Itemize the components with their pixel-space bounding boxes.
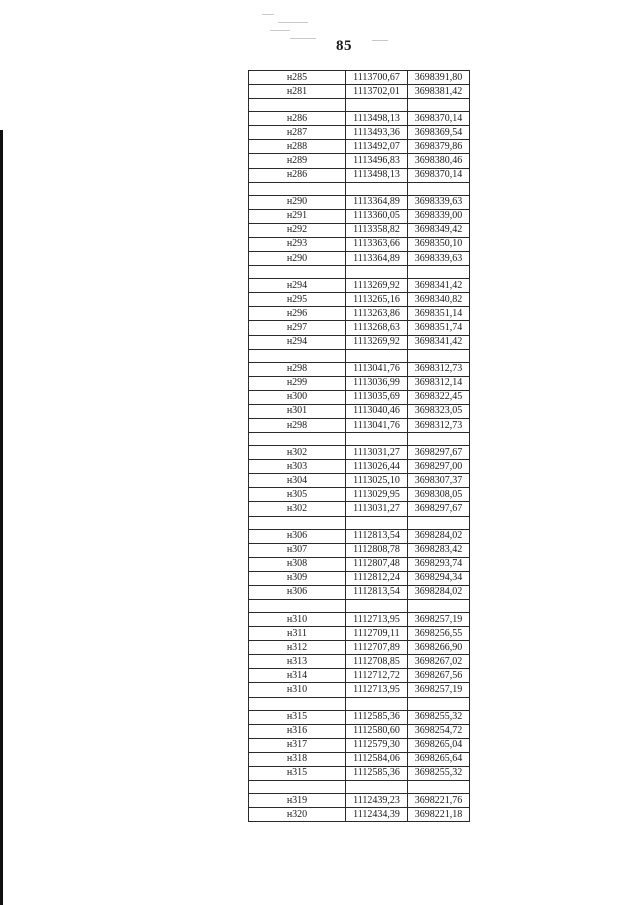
point-id-cell: н303 [249,460,346,474]
point-id-cell: н315 [249,766,346,780]
point-id-cell: н302 [249,446,346,460]
empty-cell [249,182,346,195]
x-coordinate-cell: 1113493,36 [346,126,408,140]
empty-cell [408,349,470,362]
y-coordinate-cell: 3698254,72 [408,724,470,738]
point-id-cell: н313 [249,655,346,669]
y-coordinate-cell: 3698379,86 [408,140,470,154]
empty-cell [346,99,408,112]
x-coordinate-cell: 1113041,76 [346,362,408,376]
point-id-cell: н317 [249,738,346,752]
empty-cell [249,781,346,794]
point-id-cell: н286 [249,168,346,182]
point-id-cell: н307 [249,543,346,557]
point-id-cell: н300 [249,390,346,404]
y-coordinate-cell: 3698370,14 [408,112,470,126]
y-coordinate-cell: 3698312,14 [408,376,470,390]
x-coordinate-cell: 1112584,06 [346,752,408,766]
y-coordinate-cell: 3698221,76 [408,794,470,808]
point-id-cell: н292 [249,223,346,237]
table-row [249,85,470,99]
empty-cell [408,182,470,195]
separator-row [249,781,470,794]
table-row [249,446,470,460]
x-coordinate-cell: 1113360,05 [346,209,408,223]
table-row [249,140,470,154]
table-row [249,752,470,766]
y-coordinate-cell: 3698307,37 [408,474,470,488]
y-coordinate-cell: 3698381,42 [408,85,470,99]
point-id-cell: н306 [249,529,346,543]
empty-cell [249,433,346,446]
table-row [249,641,470,655]
table-row [249,112,470,126]
empty-cell [346,182,408,195]
y-coordinate-cell: 3698351,74 [408,321,470,335]
table-row [249,418,470,432]
x-coordinate-cell: 1112812,24 [346,571,408,585]
point-id-cell: н290 [249,252,346,266]
separator-row [249,349,470,362]
x-coordinate-cell: 1113263,86 [346,307,408,321]
x-coordinate-cell: 1112708,85 [346,655,408,669]
point-id-cell: н281 [249,85,346,99]
x-coordinate-cell: 1113029,95 [346,488,408,502]
x-coordinate-cell: 1113041,76 [346,418,408,432]
y-coordinate-cell: 3698257,19 [408,613,470,627]
point-id-cell: н293 [249,237,346,251]
x-coordinate-cell: 1113498,13 [346,112,408,126]
x-coordinate-cell: 1113702,01 [346,85,408,99]
y-coordinate-cell: 3698323,05 [408,404,470,418]
x-coordinate-cell: 1113269,92 [346,279,408,293]
point-id-cell: н291 [249,209,346,223]
table-row [249,613,470,627]
y-coordinate-cell: 3698255,32 [408,710,470,724]
table-row [249,488,470,502]
table-row [249,529,470,543]
point-id-cell: н285 [249,71,346,85]
separator-row [249,516,470,529]
x-coordinate-cell: 1113036,99 [346,376,408,390]
point-id-cell: н302 [249,502,346,516]
x-coordinate-cell: 1112713,95 [346,683,408,697]
y-coordinate-cell: 3698340,82 [408,293,470,307]
table-row [249,655,470,669]
table-row [249,223,470,237]
x-coordinate-cell: 1112707,89 [346,641,408,655]
table-row [249,376,470,390]
x-coordinate-cell: 1112439,23 [346,794,408,808]
y-coordinate-cell: 3698284,02 [408,529,470,543]
table-row [249,502,470,516]
empty-cell [346,433,408,446]
separator-row [249,266,470,279]
table-row [249,237,470,251]
point-id-cell: н319 [249,794,346,808]
empty-cell [346,349,408,362]
empty-cell [346,516,408,529]
y-coordinate-cell: 3698341,42 [408,335,470,349]
table-row [249,543,470,557]
table-row [249,335,470,349]
table-row [249,195,470,209]
empty-cell [408,99,470,112]
page-number: 85 [336,38,352,54]
empty-cell [249,99,346,112]
table-row [249,794,470,808]
empty-cell [408,433,470,446]
y-coordinate-cell: 3698293,74 [408,557,470,571]
point-id-cell: н301 [249,404,346,418]
y-coordinate-cell: 3698255,32 [408,766,470,780]
y-coordinate-cell: 3698283,42 [408,543,470,557]
point-id-cell: н299 [249,376,346,390]
point-id-cell: н320 [249,808,346,822]
x-coordinate-cell: 1112579,30 [346,738,408,752]
point-id-cell: н296 [249,307,346,321]
empty-cell [408,697,470,710]
x-coordinate-cell: 1112580,60 [346,724,408,738]
y-coordinate-cell: 3698339,00 [408,209,470,223]
table-row [249,585,470,599]
point-id-cell: н305 [249,488,346,502]
y-coordinate-cell: 3698297,67 [408,446,470,460]
empty-cell [408,600,470,613]
scan-noise [262,14,274,15]
table-row [249,252,470,266]
table-row [249,669,470,683]
table-row [249,738,470,752]
point-id-cell: н295 [249,293,346,307]
table-row [249,766,470,780]
y-coordinate-cell: 3698350,10 [408,237,470,251]
y-coordinate-cell: 3698297,67 [408,502,470,516]
table-row [249,390,470,404]
point-id-cell: н310 [249,683,346,697]
table-row [249,724,470,738]
x-coordinate-cell: 1112813,54 [346,585,408,599]
point-id-cell: н314 [249,669,346,683]
separator-row [249,697,470,710]
empty-cell [408,781,470,794]
table-row [249,404,470,418]
x-coordinate-cell: 1113031,27 [346,502,408,516]
coordinates-table-body [249,71,470,822]
point-id-cell: н308 [249,557,346,571]
x-coordinate-cell: 1113265,16 [346,293,408,307]
point-id-cell: н289 [249,154,346,168]
empty-cell [346,697,408,710]
x-coordinate-cell: 1113363,66 [346,237,408,251]
point-id-cell: н309 [249,571,346,585]
empty-cell [249,600,346,613]
x-coordinate-cell: 1113026,44 [346,460,408,474]
x-coordinate-cell: 1112807,48 [346,557,408,571]
point-id-cell: н315 [249,710,346,724]
point-id-cell: н298 [249,362,346,376]
table-row [249,362,470,376]
scan-noise [372,40,388,41]
y-coordinate-cell: 3698391,80 [408,71,470,85]
point-id-cell: н287 [249,126,346,140]
point-id-cell: н304 [249,474,346,488]
y-coordinate-cell: 3698297,00 [408,460,470,474]
point-id-cell: н298 [249,418,346,432]
table-row [249,209,470,223]
point-id-cell: н297 [249,321,346,335]
x-coordinate-cell: 1113364,89 [346,195,408,209]
separator-row [249,182,470,195]
table-row [249,321,470,335]
y-coordinate-cell: 3698267,56 [408,669,470,683]
y-coordinate-cell: 3698339,63 [408,195,470,209]
table-row [249,571,470,585]
y-coordinate-cell: 3698341,42 [408,279,470,293]
table-row [249,71,470,85]
x-coordinate-cell: 1113035,69 [346,390,408,404]
x-coordinate-cell: 1113269,92 [346,335,408,349]
y-coordinate-cell: 3698294,34 [408,571,470,585]
separator-row [249,99,470,112]
y-coordinate-cell: 3698267,02 [408,655,470,669]
table-row [249,154,470,168]
table-row [249,474,470,488]
empty-cell [408,516,470,529]
separator-row [249,600,470,613]
scan-edge-shadow [0,130,3,905]
table-row [249,627,470,641]
y-coordinate-cell: 3698256,55 [408,627,470,641]
y-coordinate-cell: 3698351,14 [408,307,470,321]
point-id-cell: н310 [249,613,346,627]
y-coordinate-cell: 3698284,02 [408,585,470,599]
y-coordinate-cell: 3698266,90 [408,641,470,655]
y-coordinate-cell: 3698312,73 [408,362,470,376]
x-coordinate-cell: 1113040,46 [346,404,408,418]
x-coordinate-cell: 1112713,95 [346,613,408,627]
empty-cell [346,266,408,279]
x-coordinate-cell: 1113025,10 [346,474,408,488]
table-row [249,279,470,293]
x-coordinate-cell: 1113031,27 [346,446,408,460]
y-coordinate-cell: 3698322,45 [408,390,470,404]
table-row [249,710,470,724]
point-id-cell: н286 [249,112,346,126]
separator-row [249,433,470,446]
table-row [249,307,470,321]
table-row [249,808,470,822]
empty-cell [346,781,408,794]
point-id-cell: н318 [249,752,346,766]
x-coordinate-cell: 1112813,54 [346,529,408,543]
y-coordinate-cell: 3698349,42 [408,223,470,237]
x-coordinate-cell: 1113498,13 [346,168,408,182]
point-id-cell: н288 [249,140,346,154]
point-id-cell: н312 [249,641,346,655]
y-coordinate-cell: 3698370,14 [408,168,470,182]
scan-noise [270,30,290,31]
x-coordinate-cell: 1113268,63 [346,321,408,335]
point-id-cell: н311 [249,627,346,641]
x-coordinate-cell: 1112585,36 [346,710,408,724]
empty-cell [408,266,470,279]
table-row [249,683,470,697]
x-coordinate-cell: 1113492,07 [346,140,408,154]
x-coordinate-cell: 1112808,78 [346,543,408,557]
empty-cell [249,349,346,362]
point-id-cell: н294 [249,335,346,349]
y-coordinate-cell: 3698257,19 [408,683,470,697]
point-id-cell: н316 [249,724,346,738]
x-coordinate-cell: 1113700,67 [346,71,408,85]
coordinates-table [248,70,470,822]
y-coordinate-cell: 3698308,05 [408,488,470,502]
y-coordinate-cell: 3698380,46 [408,154,470,168]
x-coordinate-cell: 1112712,72 [346,669,408,683]
point-id-cell: н294 [249,279,346,293]
point-id-cell: н306 [249,585,346,599]
table-row [249,293,470,307]
y-coordinate-cell: 3698265,04 [408,738,470,752]
table-row [249,126,470,140]
x-coordinate-cell: 1112585,36 [346,766,408,780]
empty-cell [249,266,346,279]
y-coordinate-cell: 3698369,54 [408,126,470,140]
empty-cell [249,516,346,529]
x-coordinate-cell: 1112434,39 [346,808,408,822]
table-row [249,168,470,182]
y-coordinate-cell: 3698221,18 [408,808,470,822]
x-coordinate-cell: 1112709,11 [346,627,408,641]
x-coordinate-cell: 1113364,89 [346,252,408,266]
scan-noise [278,22,308,23]
x-coordinate-cell: 1113358,82 [346,223,408,237]
point-id-cell: н290 [249,195,346,209]
y-coordinate-cell: 3698312,73 [408,418,470,432]
empty-cell [249,697,346,710]
empty-cell [346,600,408,613]
y-coordinate-cell: 3698265,64 [408,752,470,766]
table-row [249,460,470,474]
scan-noise [290,38,316,39]
table-row [249,557,470,571]
x-coordinate-cell: 1113496,83 [346,154,408,168]
y-coordinate-cell: 3698339,63 [408,252,470,266]
